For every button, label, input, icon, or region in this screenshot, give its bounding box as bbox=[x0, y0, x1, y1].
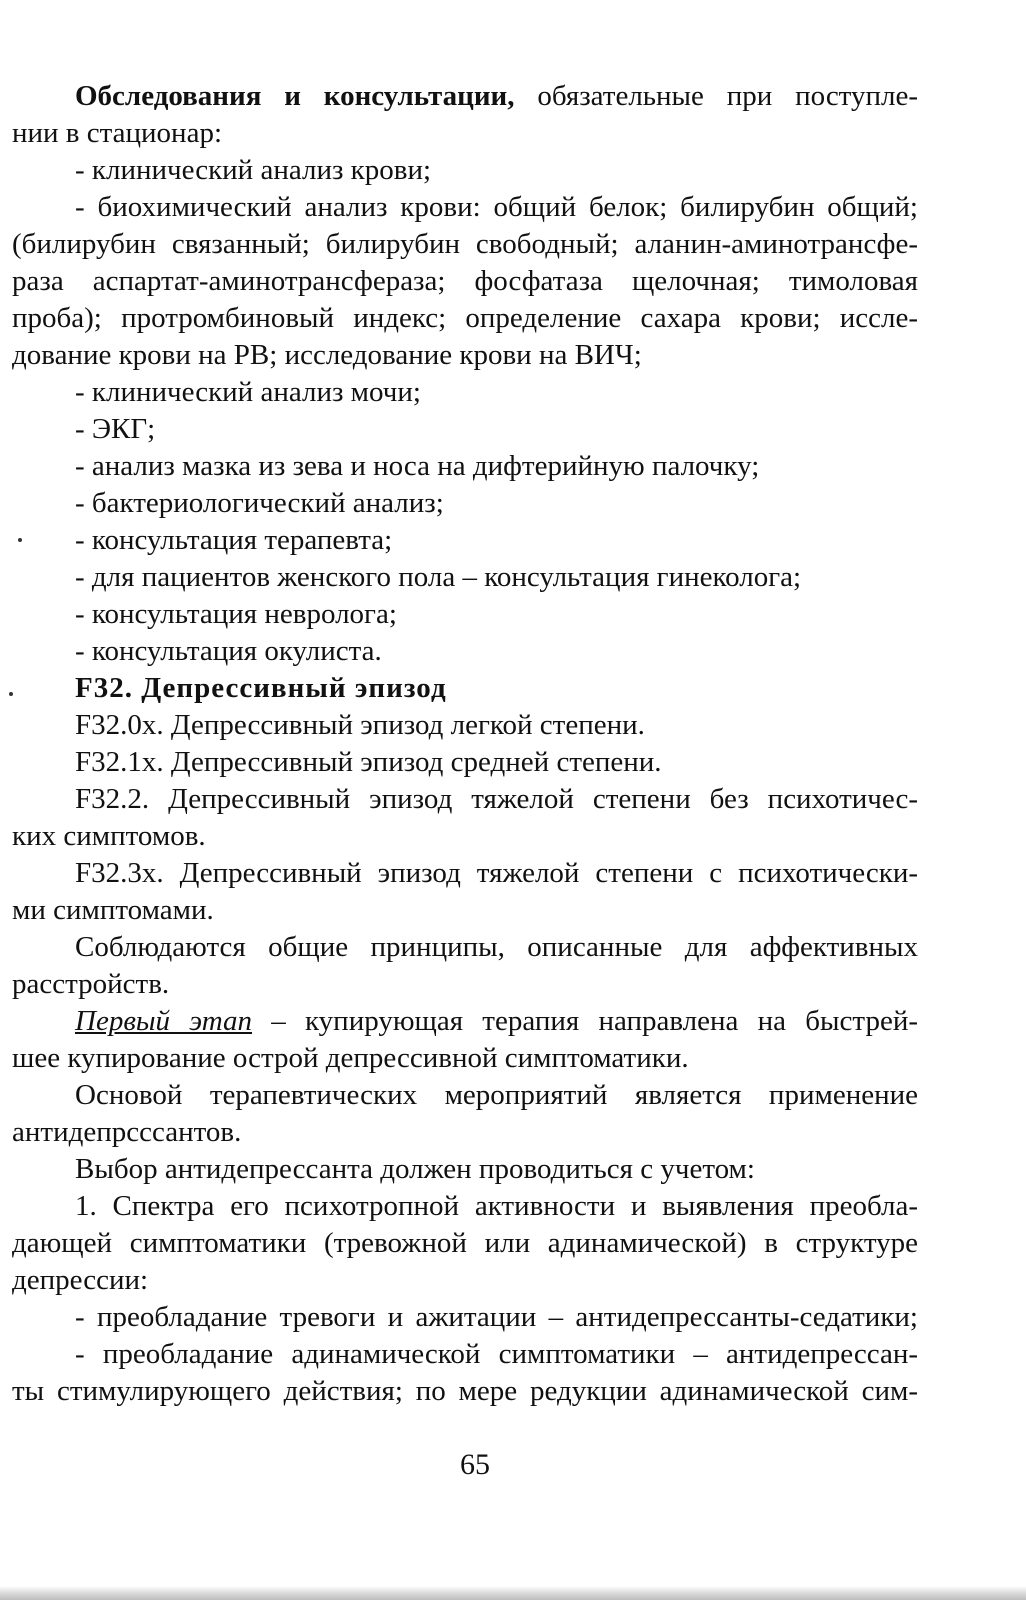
paragraph-line: ты стимулирующего действия; по мере редукции адинамической сим- bbox=[12, 1375, 918, 1407]
paragraph-line: антидепрсссантов. bbox=[12, 1116, 242, 1148]
paragraph-line: расстройств. bbox=[12, 968, 170, 1000]
paragraph-line: Соблюдаются общие принципы, описанные для аффективных bbox=[75, 931, 918, 963]
paragraph-line: шее купирование острой депрессивной симптоматики. bbox=[12, 1042, 689, 1074]
page-text bbox=[12, 78, 918, 1410]
intro-line bbox=[12, 78, 918, 115]
code-line: ми симптомами. bbox=[12, 894, 214, 926]
intro-rest: обязательные при поступле- bbox=[514, 80, 918, 112]
list-item: - для пациентов женского пола – консультация гинеколога; bbox=[75, 561, 802, 593]
paragraph-line: депрессии: bbox=[12, 1264, 149, 1296]
code-line: F32.0x. Депрессивный эпизод легкой степени. bbox=[75, 709, 645, 741]
paragraph-line: 1. Спектра его психотропной активности и выявления преобла- bbox=[75, 1190, 918, 1222]
list-item: - клинический анализ мочи; bbox=[75, 376, 421, 408]
list-item: - консультация невролога; bbox=[75, 598, 397, 630]
paragraph-line: Выбор антидепрессанта должен проводиться с учетом: bbox=[75, 1153, 755, 1185]
stage-rest: – купирующая терапия направлена на быстрей- bbox=[252, 1005, 918, 1037]
paragraph-line: дающей симптоматики (тревожной или адинамической) в структуре bbox=[12, 1227, 918, 1259]
stage-line bbox=[12, 1003, 918, 1040]
list-item: - бактериологический анализ; bbox=[75, 487, 444, 519]
list-item: - ЭКГ; bbox=[75, 413, 156, 445]
exam-biochem-line: (билирубин связанный; билирубин свободный; аланин-аминотрансфе- bbox=[12, 228, 918, 260]
list-item: - консультация терапевта; bbox=[75, 524, 393, 556]
exam-blood-clinical: - клинический анализ крови; bbox=[75, 154, 432, 186]
scan-speck bbox=[18, 538, 22, 542]
exam-biochem-line: проба); протромбиновый индекс; определение сахара крови; иссле- bbox=[12, 302, 918, 334]
code-line: F32.1x. Депрессивный эпизод средней степени. bbox=[75, 746, 662, 778]
exam-biochem-line: дование крови на РВ; исследование крови на ВИЧ; bbox=[12, 339, 642, 371]
paragraph-line: - преобладание адинамической симптоматики – антидепрессан- bbox=[75, 1338, 918, 1370]
list-item: - консультация окулиста. bbox=[75, 635, 382, 667]
scan-speck bbox=[9, 692, 13, 696]
code-line: F32.3x. Депрессивный эпизод тяжелой степени с психотически- bbox=[75, 857, 918, 889]
code-line: ких симптомов. bbox=[12, 820, 206, 852]
scan-edge bbox=[0, 1586, 1026, 1600]
page-number: 65 bbox=[460, 1448, 490, 1481]
code-line: F32.2. Депрессивный эпизод тяжелой степени без психотичес- bbox=[75, 783, 918, 815]
exam-biochem-line: - биохимический анализ крови: общий белок; билирубин общий; bbox=[75, 191, 918, 223]
paragraph-line: Основой терапевтических мероприятий является применение bbox=[75, 1079, 918, 1111]
exam-biochem-line: раза аспартат-аминотрансфераза; фосфатаза щелочная; тимоловая bbox=[12, 265, 918, 297]
section-heading: F32. Депрессивный эпизод bbox=[75, 672, 447, 704]
intro-cont: нии в стационар: bbox=[12, 117, 223, 149]
intro-bold: Обследования и консультации, bbox=[75, 80, 515, 112]
stage-label: Первый этап bbox=[75, 1005, 252, 1037]
list-item: - анализ мазка из зева и носа на дифтерийную палочку; bbox=[75, 450, 760, 482]
paragraph-line: - преобладание тревоги и ажитации – антидепрессанты-седатики; bbox=[75, 1301, 918, 1333]
